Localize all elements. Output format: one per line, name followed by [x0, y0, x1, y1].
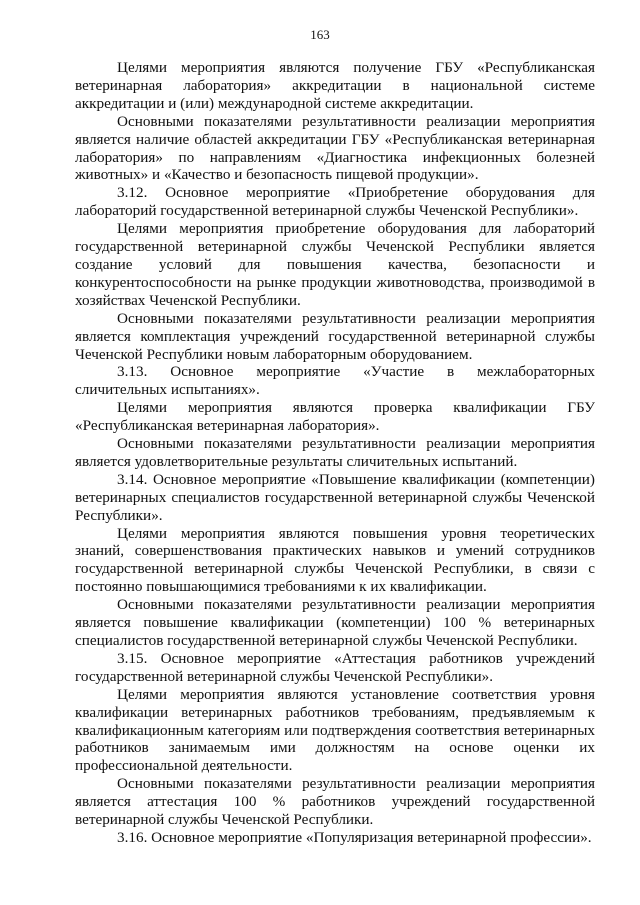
paragraph: Целями мероприятия являются проверка квалификации ГБУ «Республиканская ветеринарная лаборатория».	[75, 399, 595, 435]
section-heading: 3.13. Основное мероприятие «Участие в межлабораторных сличительных испытаниях».	[75, 363, 595, 399]
paragraph: Основными показателями результативности реализации мероприятия является аттестация 100 % работников учреждений государственной ветеринарной службы Чеченской Республики.	[75, 775, 595, 829]
section-heading: 3.16. Основное мероприятие «Популяризация ветеринарной профессии».	[117, 828, 592, 846]
document-body	[75, 59, 595, 847]
paragraph: Целями мероприятия являются получение ГБУ «Республиканская ветеринарная лаборатория» аккредитации в национальной системе аккредитации и (или) международной системе аккредитации.	[75, 59, 595, 112]
section-heading: 3.14. Основное мероприятие «Повышение квалификации (компетенции) ветеринарных специалистов государственной ветеринарной службы Чеченской Республики».	[75, 470, 595, 524]
paragraph: Основными показателями результативности реализации мероприятия является повышение квалификации (компетенции) 100 % ветеринарных специалистов государственной ветеринарной службы Чеченской Республики.	[75, 596, 595, 649]
section-heading: 3.12. Основное мероприятие «Приобретение оборудования для лабораторий государственной ветеринарной службы Чеченской Республики».	[75, 184, 595, 220]
paragraph: Целями мероприятия являются повышения уровня теоретических знаний, совершенствования практических навыков и умений сотрудников государственной ветеринарной службы Чеченской Республики, в связи с постоянно повышающимися требованиями к их квалификации.	[75, 524, 595, 596]
paragraph: Целями мероприятия приобретение оборудования для лабораторий государственной ветеринарной службы Чеченской Республики является создание условий для повышения качества, безопасности и конкурентоспособности на рынке продукции животноводства, производимой в хозяйствах Чеченской Республики.	[75, 220, 595, 309]
paragraph: Основными показателями результативности реализации мероприятия является комплектация учреждений государственной ветеринарной службы Чеченской Республики новым лабораторным оборудованием.	[75, 309, 595, 363]
section-heading: 3.15. Основное мероприятие «Аттестация работников учреждений государственной ветеринарной службы Чеченской Республики».	[75, 649, 595, 685]
paragraph: Основными показателями результативности реализации мероприятия является наличие областей аккредитации ГБУ «Республиканская ветеринарная лаборатория» по направлениям «Диагностика инфекционных болезней животных» и «Качество и безопасность пищевой продукции».	[75, 112, 595, 184]
paragraph: Целями мероприятия являются установление соответствия уровня квалификации ветеринарных работников требованиям, предъявляемым к квалификационным категориям или подтверждения соответствия ветеринарных работников занимаемым ими должностям на основе оценки их профессиональной деятельности.	[75, 685, 595, 775]
page-number: 163	[310, 27, 330, 42]
paragraph: Основными показателями результативности реализации мероприятия является удовлетворительные результаты сличительных испытаний.	[75, 435, 595, 470]
